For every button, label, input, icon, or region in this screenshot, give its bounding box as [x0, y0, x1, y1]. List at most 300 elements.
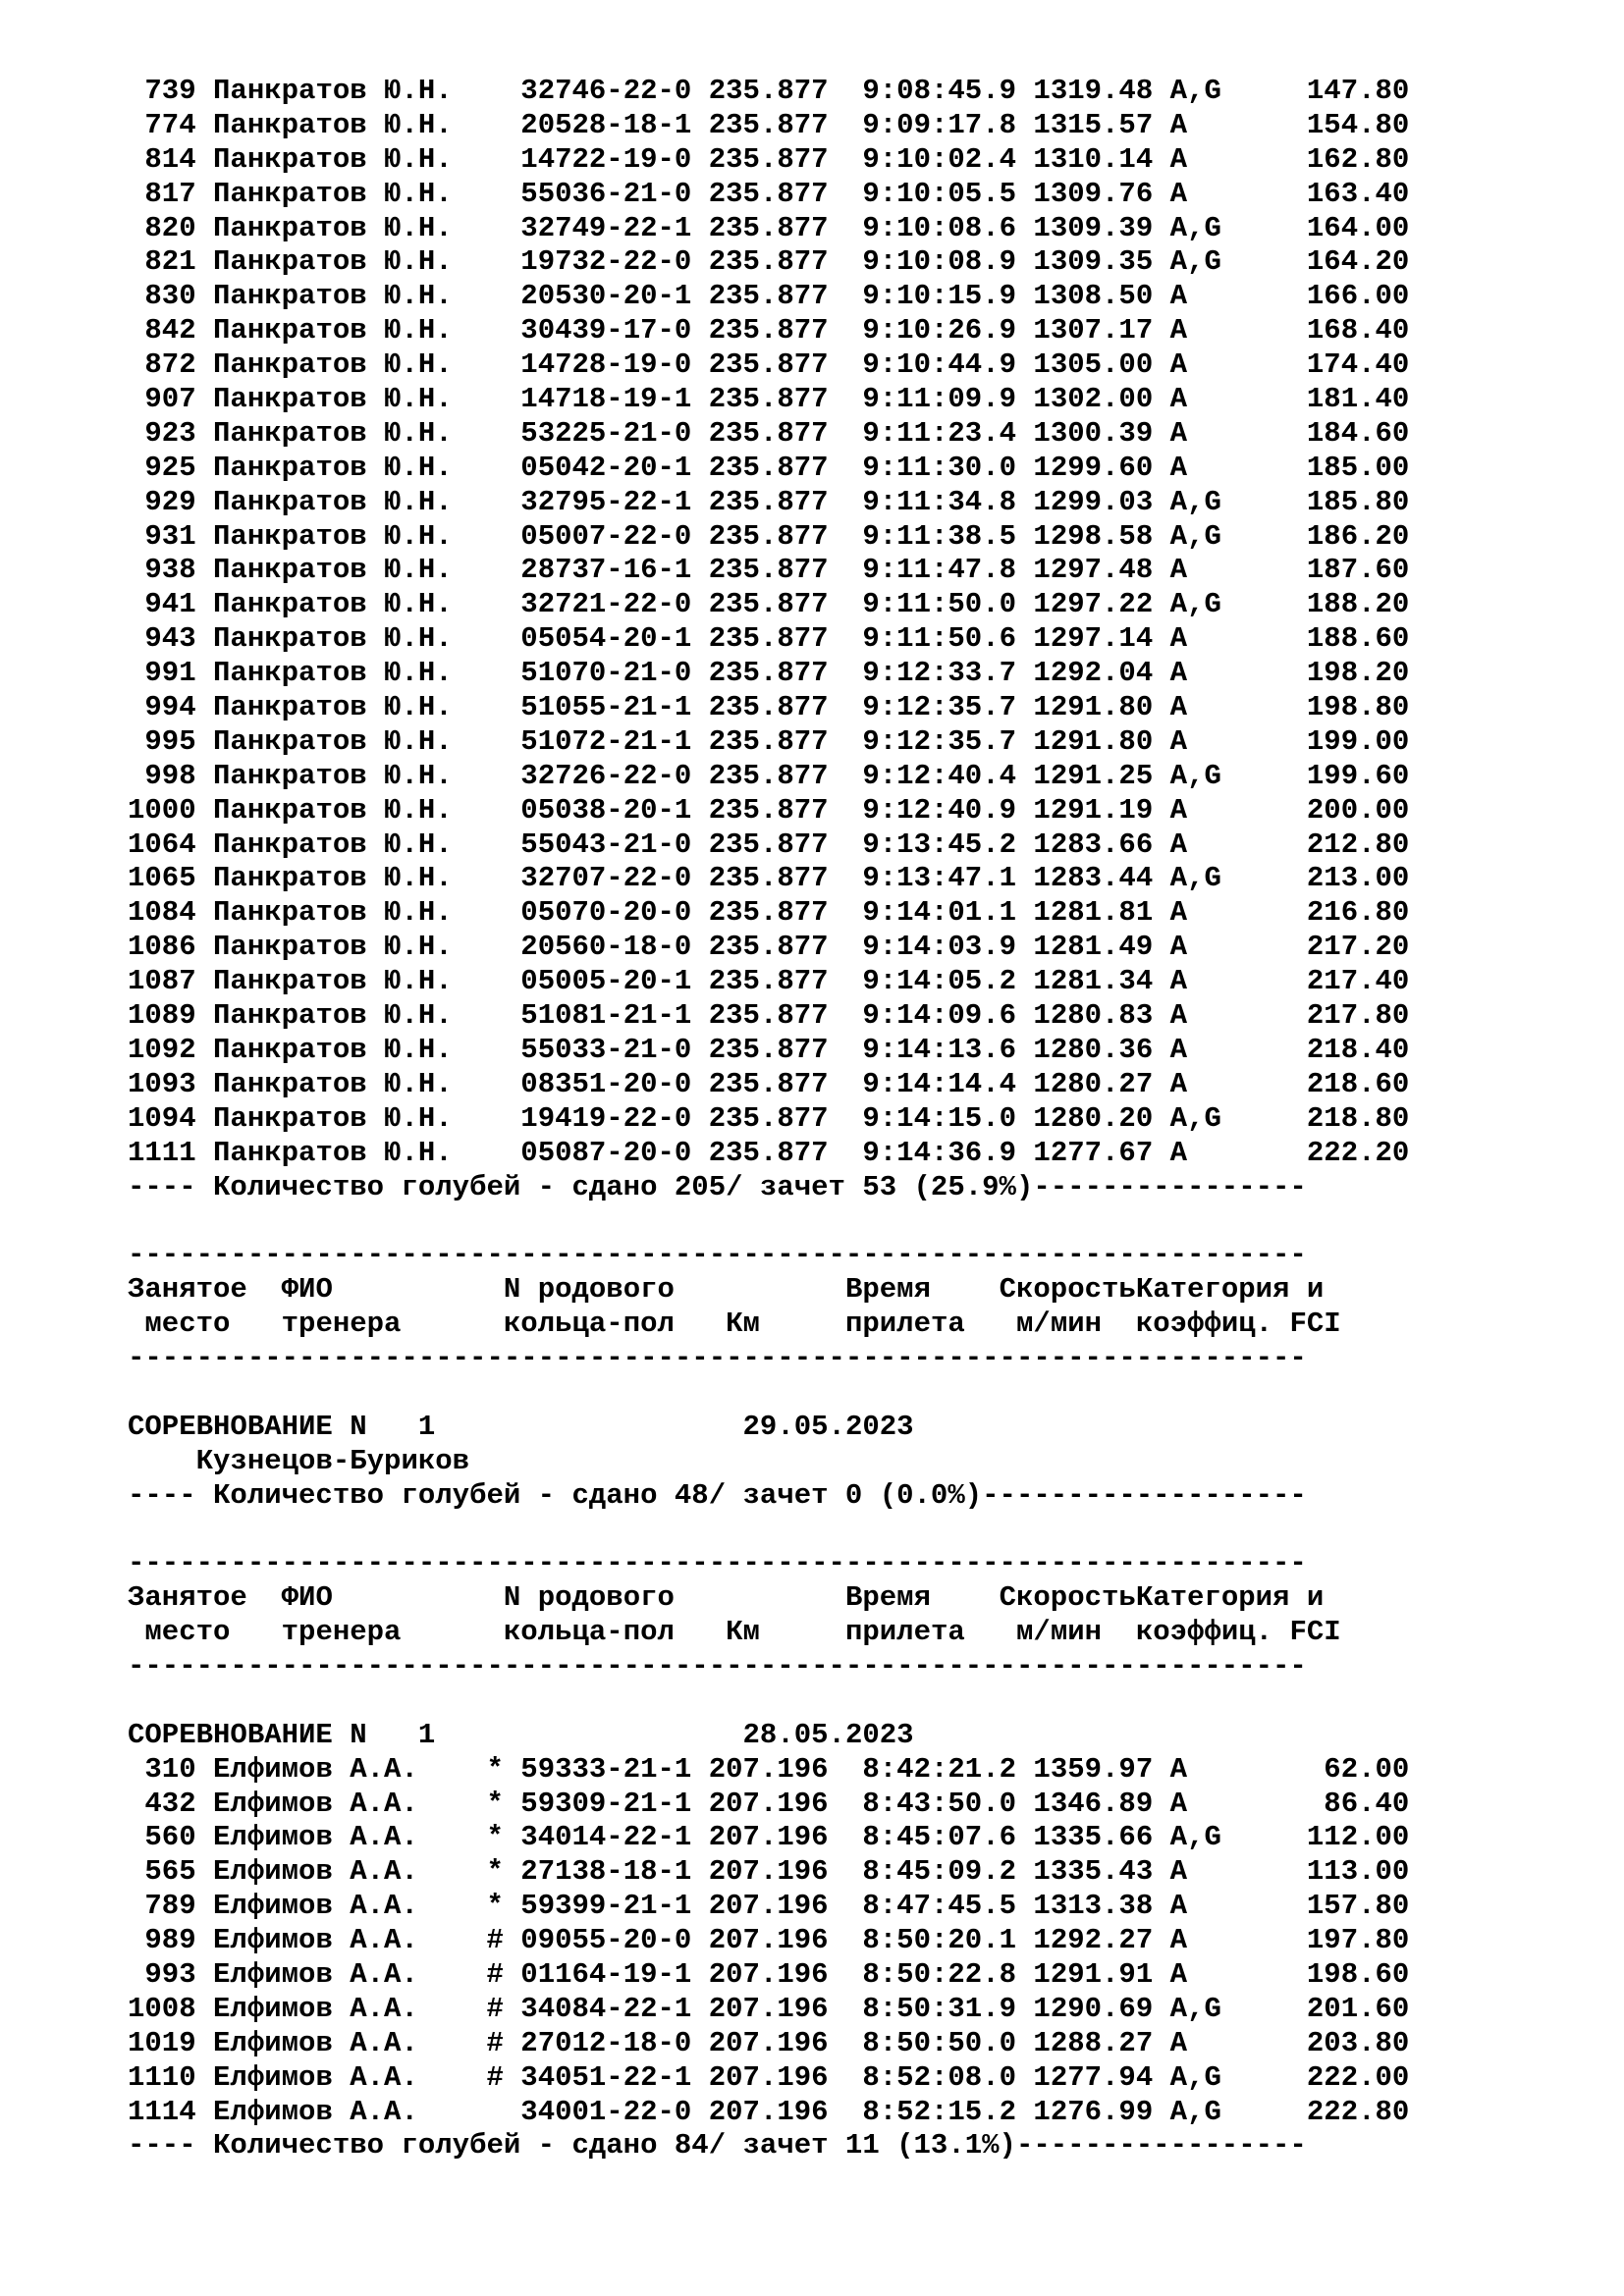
arrival-time: 9:13:45.2: [862, 828, 1017, 861]
mark: [486, 452, 520, 484]
trainer-name: Панкратов Ю.Н.: [213, 588, 487, 621]
gap: [845, 1068, 862, 1100]
category: A: [1169, 1067, 1221, 1100]
arrival-time: 9:14:09.6: [862, 999, 1017, 1033]
coefficient: 162.80: [1220, 142, 1410, 176]
gap: [1016, 1958, 1033, 1991]
distance-km: 207.196: [708, 2026, 845, 2059]
distance-km: 235.877: [708, 657, 845, 690]
gap: [845, 794, 862, 827]
speed: 1297.48: [1033, 554, 1154, 587]
arrival-time: 9:11:23.4: [862, 416, 1017, 450]
divider: ---------------------------------------------------------------------: [128, 1547, 1307, 1580]
coefficient: 198.80: [1220, 691, 1410, 724]
gap: [1016, 794, 1033, 827]
distance-km: 207.196: [708, 1855, 845, 1889]
gap: [196, 1821, 213, 1853]
gap: [1016, 588, 1033, 620]
gap: [1153, 178, 1169, 210]
mark: [486, 417, 520, 450]
table-row: [128, 1821, 1600, 1855]
category: A,G: [1169, 245, 1221, 279]
column-header: тренера: [281, 1616, 402, 1649]
summary-line: [128, 1479, 1600, 1514]
gap: [1153, 1137, 1169, 1169]
place: 820: [128, 211, 196, 244]
gap: [401, 1308, 503, 1340]
table-row: [128, 965, 1600, 999]
trainer-name: Елфимов А.А.: [213, 1855, 487, 1889]
competition-date: 29.05.2023: [742, 1410, 914, 1443]
place: 931: [128, 519, 196, 553]
gap: [1016, 999, 1033, 1032]
column-header: место: [144, 1616, 231, 1649]
speed: 1281.49: [1033, 931, 1154, 964]
results-document: [128, 75, 1600, 2163]
coefficient: 216.80: [1220, 896, 1410, 930]
header-row-2: [128, 1308, 1600, 1342]
divider: ---------------------------------------------------------------------: [128, 1649, 1307, 1682]
gap: [1153, 2096, 1169, 2128]
gap: [845, 2096, 862, 2128]
gap: [1016, 314, 1033, 347]
gap: [196, 1890, 213, 1922]
gap: [247, 1581, 282, 1614]
category: A: [1169, 931, 1221, 964]
category: A,G: [1169, 1821, 1221, 1854]
dashes-left: ----: [128, 1170, 214, 1203]
ring-number: 51081-21-1: [520, 999, 709, 1033]
arrival-time: 9:11:30.0: [862, 451, 1017, 484]
table-row: [128, 1137, 1600, 1171]
gap: [1016, 828, 1033, 861]
gap: [1016, 965, 1033, 997]
header-row-1: [128, 1581, 1600, 1616]
gap: [1153, 1068, 1169, 1100]
gap: [196, 1102, 213, 1135]
coefficient: 199.00: [1220, 724, 1410, 758]
gap: [1016, 1993, 1033, 2025]
gap: [845, 1102, 862, 1135]
table-row: [128, 348, 1600, 383]
ring-number: 32795-22-1: [520, 485, 709, 518]
table-row: [128, 657, 1600, 691]
gap: [196, 245, 213, 278]
gap: [1016, 862, 1033, 894]
coefficient: 168.40: [1220, 314, 1410, 347]
coefficient: 187.60: [1220, 554, 1410, 587]
ring-number: 59399-21-1: [520, 1890, 709, 1923]
ring-number: 09055-20-0: [520, 1924, 709, 1957]
category: A: [1169, 828, 1221, 861]
category: A: [1169, 896, 1221, 930]
gap: [1016, 486, 1033, 518]
category: A,G: [1169, 2060, 1221, 2094]
arrival-time: 9:14:14.4: [862, 1067, 1017, 1100]
distance-km: 235.877: [708, 828, 845, 861]
gap: [196, 862, 213, 894]
gap: [845, 1993, 862, 2025]
distance-km: 235.877: [708, 485, 845, 518]
table-row: [128, 1034, 1600, 1068]
gap: [1016, 520, 1033, 553]
coefficient: 217.20: [1220, 931, 1410, 964]
trainer-name: Панкратов Ю.Н.: [213, 280, 487, 313]
category: A: [1169, 142, 1221, 176]
ring-number: 32746-22-0: [520, 75, 709, 107]
gap: [965, 1308, 1016, 1340]
coefficient: 218.60: [1220, 1067, 1410, 1100]
gap: [196, 178, 213, 210]
coefficient: 188.60: [1220, 622, 1410, 656]
speed: 1309.35: [1033, 245, 1154, 279]
trainer-name: Елфимов А.А.: [213, 1752, 487, 1786]
gap: [845, 657, 862, 689]
arrival-time: 9:14:05.2: [862, 965, 1017, 998]
trainer-name: Панкратов Ю.Н.: [213, 142, 487, 176]
coefficient: 112.00: [1220, 1821, 1410, 1854]
place: 872: [128, 348, 196, 382]
gap: [1153, 554, 1169, 586]
gap: [1153, 725, 1169, 758]
table-row: [128, 314, 1600, 348]
table-row: [128, 486, 1600, 520]
column-header: Категория и: [1135, 1581, 1325, 1615]
gap: [845, 1034, 862, 1066]
table-row: [128, 2061, 1600, 2096]
mark: [486, 862, 520, 894]
gap: [1153, 2061, 1169, 2094]
competition-date: 28.05.2023: [742, 1718, 914, 1751]
gap: [196, 1924, 213, 1956]
mark: [486, 760, 520, 792]
gap: [845, 348, 862, 381]
gap: [845, 2061, 862, 2094]
gap: [845, 178, 862, 210]
gap: [675, 1616, 726, 1648]
gap: [845, 1924, 862, 1956]
mark: [486, 794, 520, 827]
mark: [486, 178, 520, 210]
competition-name: СОРЕВНОВАНИЕ N 1: [128, 1410, 436, 1443]
distance-km: 235.877: [708, 896, 845, 930]
table-row: [128, 143, 1600, 178]
arrival-time: 9:11:50.0: [862, 588, 1017, 621]
place: 310: [128, 1752, 196, 1786]
gap: [196, 691, 213, 723]
mark: [486, 486, 520, 518]
coefficient: 200.00: [1220, 793, 1410, 827]
trainer-name: Панкратов Ю.Н.: [213, 245, 487, 279]
ring-number: 34014-22-1: [520, 1821, 709, 1854]
distance-km: 235.877: [708, 1067, 845, 1100]
mark: [486, 828, 520, 861]
gap: [1016, 348, 1033, 381]
competition-name: СОРЕВНОВАНИЕ N 1: [128, 1718, 436, 1751]
spacer: [128, 1513, 1600, 1547]
distance-km: 235.877: [708, 931, 845, 964]
gap: [1153, 862, 1169, 894]
gap: [845, 280, 862, 312]
coefficient: 197.80: [1220, 1924, 1410, 1957]
gap: [1016, 280, 1033, 312]
gap: [845, 452, 862, 484]
column-header: N родового: [503, 1273, 675, 1307]
place: 565: [128, 1855, 196, 1889]
coefficient: 213.00: [1220, 862, 1410, 895]
distance-km: 235.877: [708, 1033, 845, 1066]
place: 1114: [128, 2095, 196, 2128]
competition-title: [128, 1719, 1600, 1753]
mark: [486, 520, 520, 553]
gap: [1016, 1068, 1033, 1100]
table-row: [128, 245, 1600, 280]
table-row: [128, 622, 1600, 657]
column-header: Скорость: [999, 1273, 1136, 1307]
gap: [196, 417, 213, 450]
distance-km: 235.877: [708, 999, 845, 1033]
gap: [435, 1719, 742, 1751]
category: A,G: [1169, 2095, 1221, 2128]
ring-number: 51072-21-1: [520, 724, 709, 758]
gap: [196, 1068, 213, 1100]
trainer-name: Панкратов Ю.Н.: [213, 1033, 487, 1066]
category: A: [1169, 1924, 1221, 1957]
distance-km: 235.877: [708, 142, 845, 176]
mark: [486, 1137, 520, 1169]
arrival-time: 9:08:45.9: [862, 75, 1017, 107]
gap: [1016, 760, 1033, 792]
trainer-name: Панкратов Ю.Н.: [213, 896, 487, 930]
speed: 1277.94: [1033, 2060, 1154, 2094]
trainer-name: Панкратов Ю.Н.: [213, 622, 487, 656]
category: A: [1169, 724, 1221, 758]
mark: #: [486, 2060, 521, 2094]
gap: [931, 1273, 1000, 1306]
arrival-time: 8:50:50.0: [862, 2026, 1017, 2059]
category: A: [1169, 1855, 1221, 1889]
table-row: [128, 452, 1600, 486]
place: 1000: [128, 793, 196, 827]
column-header: N родового: [503, 1581, 675, 1615]
speed: 1313.38: [1033, 1890, 1154, 1923]
category: A: [1169, 1752, 1221, 1786]
gap: [196, 2027, 213, 2059]
ring-number: 32707-22-0: [520, 862, 709, 895]
arrival-time: 9:11:50.6: [862, 622, 1017, 656]
speed: 1291.25: [1033, 759, 1154, 792]
gap: [1102, 1308, 1136, 1340]
distance-km: 235.877: [708, 622, 845, 656]
trainer-name: Панкратов Ю.Н.: [213, 519, 487, 553]
gap: [845, 75, 862, 107]
mark: #: [486, 2026, 521, 2059]
gap: [1016, 1890, 1033, 1922]
speed: 1300.39: [1033, 416, 1154, 450]
place: 923: [128, 416, 196, 450]
table-row: [128, 862, 1600, 896]
trainer-name: Панкратов Ю.Н.: [213, 931, 487, 964]
distance-km: 207.196: [708, 2095, 845, 2128]
gap: [845, 1821, 862, 1853]
speed: 1290.69: [1033, 1992, 1154, 2025]
place: 1008: [128, 1992, 196, 2025]
table-row: [128, 725, 1600, 760]
gap: [1153, 1855, 1169, 1888]
speed: 1335.43: [1033, 1855, 1154, 1889]
mark: [486, 383, 520, 415]
table-row: [128, 896, 1600, 931]
summary-text: Количество голубей - сдано 48/ зачет 0 (0.0%): [213, 1478, 983, 1512]
gap: [1016, 1137, 1033, 1169]
gap: [845, 622, 862, 655]
trainer-name: Елфимов А.А.: [213, 1821, 487, 1854]
trainer-name: Панкратов Ю.Н.: [213, 1067, 487, 1100]
coefficient: 218.40: [1220, 1033, 1410, 1066]
mark: *: [486, 1890, 521, 1923]
ring-number: 05070-20-0: [520, 896, 709, 930]
gap: [196, 896, 213, 929]
gap: [1153, 999, 1169, 1032]
arrival-time: 8:52:15.2: [862, 2095, 1017, 2128]
column-header: м/мин: [1016, 1308, 1103, 1341]
mark: [486, 245, 520, 278]
category: A: [1169, 1136, 1221, 1169]
gap: [845, 109, 862, 141]
competition-title: [128, 1411, 1600, 1445]
gap: [196, 622, 213, 655]
arrival-time: 8:42:21.2: [862, 1752, 1017, 1786]
gap: [196, 1855, 213, 1888]
gap: [1153, 486, 1169, 518]
distance-km: 207.196: [708, 2060, 845, 2094]
arrival-time: 9:12:35.7: [862, 724, 1017, 758]
table-row: [128, 828, 1600, 863]
mark: [486, 109, 520, 141]
gap: [675, 1273, 845, 1306]
distance-km: 235.877: [708, 759, 845, 792]
mark: [486, 896, 520, 929]
ring-number: 05054-20-1: [520, 622, 709, 656]
gap: [845, 691, 862, 723]
mark: [486, 965, 520, 997]
table-row: [128, 554, 1600, 588]
table-row: [128, 109, 1600, 143]
speed: 1297.14: [1033, 622, 1154, 656]
category: A: [1169, 416, 1221, 450]
gap: [965, 1616, 1016, 1648]
ring-number: 14728-19-0: [520, 348, 709, 382]
ring-number: 27012-18-0: [520, 2026, 709, 2059]
category: A,G: [1169, 1101, 1221, 1135]
speed: 1309.76: [1033, 177, 1154, 210]
category: A: [1169, 348, 1221, 382]
dashes-right: -------------------: [982, 1478, 1307, 1512]
gap: [845, 520, 862, 553]
gap: [1153, 760, 1169, 792]
arrival-time: 8:45:07.6: [862, 1821, 1017, 1854]
gap: [1153, 280, 1169, 312]
gap: [845, 1137, 862, 1169]
trainer-name: Панкратов Ю.Н.: [213, 348, 487, 382]
category: A,G: [1169, 519, 1221, 553]
column-header: Занятое: [128, 1273, 247, 1307]
table-row: [128, 417, 1600, 452]
coefficient: 222.00: [1220, 2060, 1410, 2094]
distance-km: 235.877: [708, 793, 845, 827]
gap: [1153, 622, 1169, 655]
trainer-name: Елфимов А.А.: [213, 1924, 487, 1957]
gap: [845, 486, 862, 518]
place: 1111: [128, 1136, 196, 1169]
table-row: [128, 794, 1600, 828]
mark: [486, 314, 520, 347]
trainer-name: Панкратов Ю.Н.: [213, 211, 487, 244]
gap: [196, 828, 213, 861]
ring-number: 19419-22-0: [520, 1101, 709, 1135]
gap: [760, 1308, 845, 1340]
distance-km: 207.196: [708, 1957, 845, 1991]
speed: 1291.80: [1033, 724, 1154, 758]
speed: 1310.14: [1033, 142, 1154, 176]
gap: [1016, 1855, 1033, 1888]
column-header: Время: [844, 1581, 931, 1615]
arrival-time: 9:11:34.8: [862, 485, 1017, 518]
gap: [1153, 348, 1169, 381]
gap: [1153, 794, 1169, 827]
arrival-time: 8:50:20.1: [862, 1924, 1017, 1957]
column-header: Время: [844, 1273, 931, 1307]
speed: 1277.67: [1033, 1136, 1154, 1169]
gap: [1016, 75, 1033, 107]
spacer: [128, 1376, 1600, 1411]
coefficient: 217.80: [1220, 999, 1410, 1033]
gap: [845, 245, 862, 278]
gap: [845, 143, 862, 176]
table-row: [128, 760, 1600, 794]
trainer-name: Панкратов Ю.Н.: [213, 451, 487, 484]
gap: [845, 588, 862, 620]
ring-number: 27138-18-1: [520, 1855, 709, 1889]
gap: [1016, 1821, 1033, 1853]
gap: [1153, 520, 1169, 553]
speed: 1291.91: [1033, 1957, 1154, 1991]
gap: [1153, 2027, 1169, 2059]
speed: 1305.00: [1033, 348, 1154, 382]
gap: [196, 588, 213, 620]
header-row-2: [128, 1616, 1600, 1650]
gap: [1153, 965, 1169, 997]
arrival-time: 9:12:40.4: [862, 759, 1017, 792]
gap: [1153, 417, 1169, 450]
ring-number: 28737-16-1: [520, 554, 709, 587]
coefficient: 199.60: [1220, 759, 1410, 792]
trainer-name: Панкратов Ю.Н.: [213, 965, 487, 998]
gap: [845, 828, 862, 861]
coefficient: 218.80: [1220, 1101, 1410, 1135]
gap: [196, 383, 213, 415]
gap: [196, 143, 213, 176]
gap: [1153, 212, 1169, 244]
gap: [1016, 1753, 1033, 1786]
category: A,G: [1169, 862, 1221, 895]
divider: ---------------------------------------------------------------------: [128, 1341, 1307, 1374]
gap: [1153, 452, 1169, 484]
category: A,G: [1169, 75, 1221, 107]
distance-km: 235.877: [708, 691, 845, 724]
arrival-time: 8:43:50.0: [862, 1787, 1017, 1820]
gap: [675, 1308, 726, 1340]
